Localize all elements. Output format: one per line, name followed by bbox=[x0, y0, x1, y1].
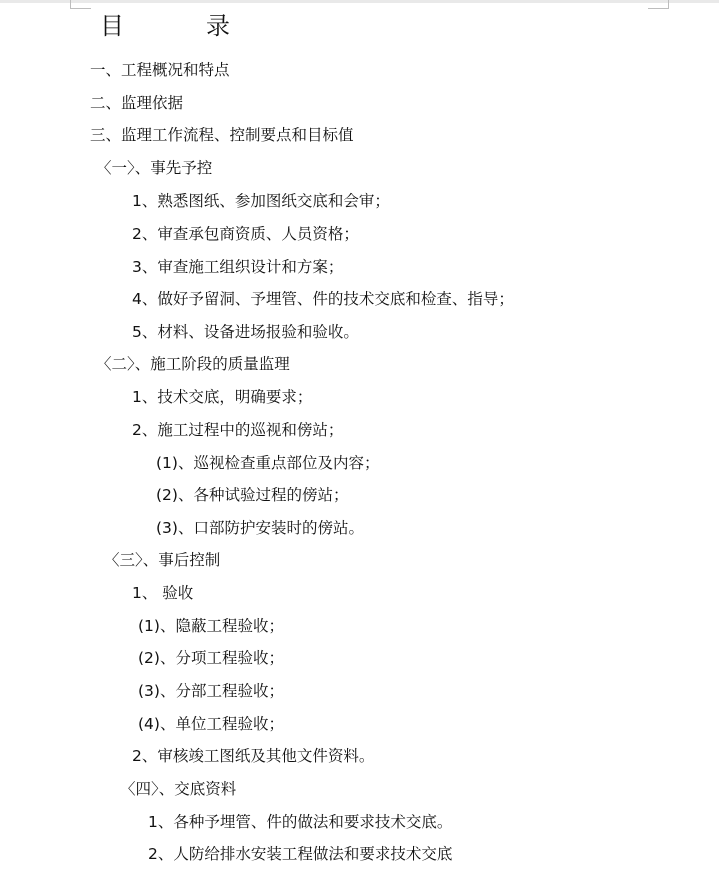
toc-line: 2、审核竣工图纸及其他文件资料。 bbox=[132, 747, 375, 765]
toc-line: 5、材料、设备进场报验和验收。 bbox=[132, 323, 359, 341]
toc-line: 3、审查施工组织设计和方案； bbox=[132, 258, 344, 276]
toc-line: 2、施工过程中的巡视和傍站； bbox=[132, 421, 344, 439]
title-char-1: 目 bbox=[100, 12, 124, 40]
page-top-edge bbox=[0, 0, 719, 3]
margin-corner-mark-right bbox=[648, 0, 669, 9]
toc-line: (4)、单位工程验收； bbox=[138, 715, 284, 733]
toc-line: (1)、巡视检查重点部位及内容； bbox=[156, 454, 380, 472]
title-char-2: 录 bbox=[206, 12, 230, 40]
toc-line: 1、技术交底，明确要求； bbox=[132, 388, 313, 406]
margin-corner-mark-left bbox=[70, 0, 91, 9]
toc-line: 〈三〉、事后控制 bbox=[104, 551, 221, 569]
page-title bbox=[100, 8, 230, 44]
toc-line: 一、工程概况和特点 bbox=[90, 61, 230, 79]
toc-line: (2)、分项工程验收； bbox=[138, 649, 284, 667]
toc-line: 〈二〉、施工阶段的质量监理 bbox=[96, 355, 290, 373]
toc-line: 二、监理依据 bbox=[90, 94, 184, 112]
toc-line: 2、审查承包商资质、人员资格； bbox=[132, 225, 359, 243]
toc-line: 1、熟悉图纸、参加图纸交底和会审； bbox=[132, 192, 390, 210]
toc-line: 〈四〉、交底资料 bbox=[120, 780, 237, 798]
toc-line: (3)、分部工程验收； bbox=[138, 682, 284, 700]
toc-line: 〈一〉、事先予控 bbox=[96, 159, 213, 177]
toc-line: 2、人防给排水安装工程做法和要求技术交底 bbox=[148, 845, 453, 863]
toc-line: 三、监理工作流程、控制要点和目标值 bbox=[90, 126, 354, 144]
toc-line: (3)、口部防护安装时的傍站。 bbox=[156, 519, 364, 537]
toc-line: 4、做好予留洞、予埋管、件的技术交底和检查、指导； bbox=[132, 290, 514, 308]
toc-line: (2)、各种试验过程的傍站； bbox=[156, 486, 349, 504]
toc-line: (1)、隐蔽工程验收； bbox=[138, 617, 284, 635]
toc-line: 1、各种予埋管、件的做法和要求技术交底。 bbox=[148, 813, 453, 831]
toc-line: 1、 验收 bbox=[132, 584, 194, 602]
